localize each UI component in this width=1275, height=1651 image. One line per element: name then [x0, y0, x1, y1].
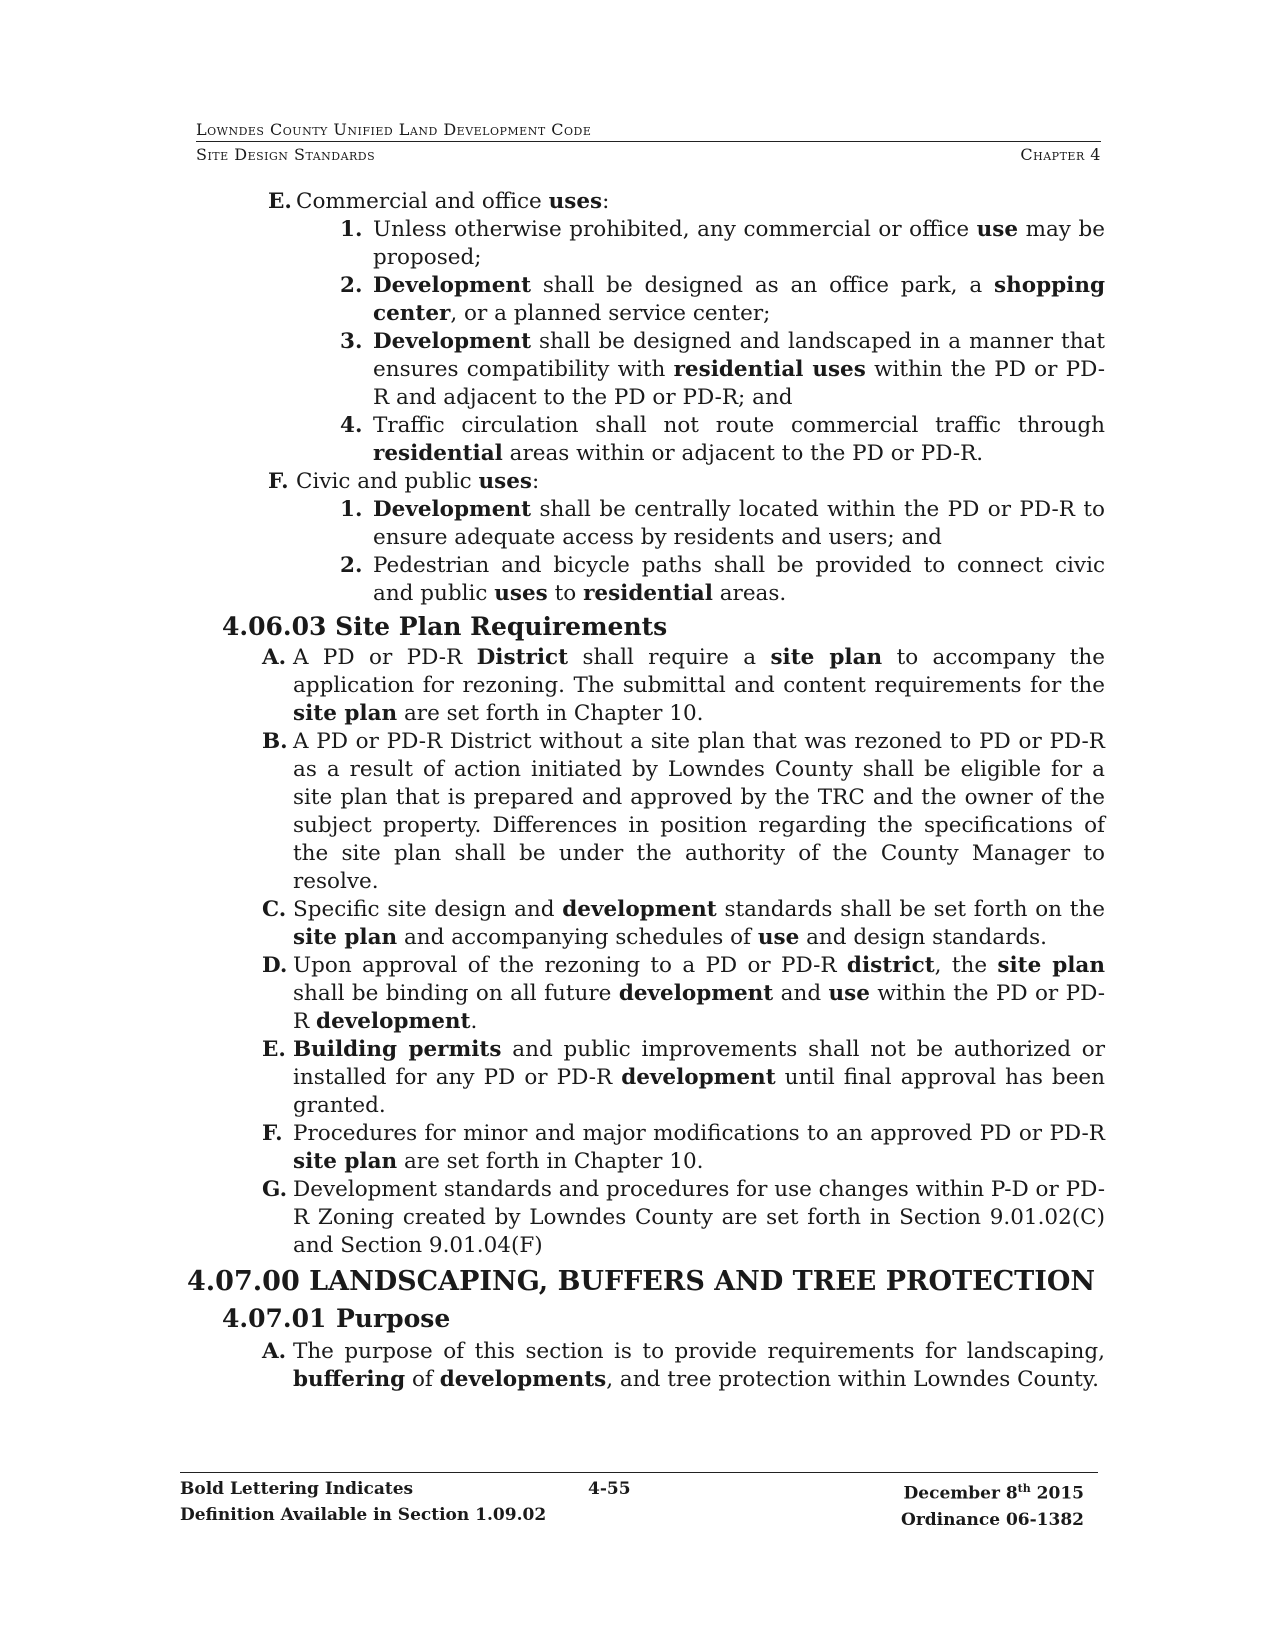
document-body	[187, 188, 1106, 1394]
list-item: 3. Development shall be designed and landscaped in a manner that ensures compatibility with residential uses within the PD or PD-R and adjacent to the PD or PD-R; and	[340, 329, 1106, 410]
page-number: 4-55	[588, 1479, 631, 1499]
header-chapter: Chapter 4	[1020, 145, 1101, 164]
list-item: C. Specific site design and development standards shall be set forth on the site plan and accompanying schedules of use and design standards.	[262, 897, 1105, 950]
list-item: G. Development standards and procedures for use changes within P-D or PD-R Zoning created by Lowndes County are set forth in Section 9.01.02(C) and Section 9.01.04(F)	[262, 1177, 1105, 1258]
item-e-commercial: E. Commercial and office uses:	[268, 189, 610, 214]
list-item: 1. Unless otherwise prohibited, any commercial or office use may be proposed;	[340, 217, 1105, 270]
footer-left: Bold Lettering Indicates Definition Available in Section 1.09.02	[180, 1479, 547, 1525]
header-section: Site Design Standards	[196, 145, 376, 164]
section-heading-4-06-03: 4.06.03 Site Plan Requirements	[222, 612, 668, 641]
section-heading-4-07-01: 4.07.01 Purpose	[222, 1304, 451, 1333]
section-heading-4-07-00: 4.07.00 LANDSCAPING, BUFFERS AND TREE PROTECTION	[187, 1266, 1096, 1297]
list-item: D. Upon approval of the rezoning to a PD or PD-R district, the site plan shall be binding on all future development and use within the PD or PD-R development.	[262, 953, 1105, 1034]
list-item: A. A PD or PD-R District shall require a site plan to accompany the application for rezoning. The submittal and content requirements for the site plan are set forth in Chapter 10.	[262, 645, 1105, 726]
list-item: E. Building permits and public improvements shall not be authorized or installed for any PD or PD-R development until final approval has been granted.	[262, 1037, 1106, 1118]
list-item: A. The purpose of this section is to provide requirements for landscaping, buffering of developments, and tree protection within Lowndes County.	[262, 1339, 1105, 1392]
footer-right	[901, 1476, 1084, 1533]
item-f-civic: F. Civic and public uses:	[268, 469, 540, 494]
footer-date: December 8th 2015	[903, 1482, 1084, 1504]
running-header-title: Lowndes County Unified Land Development Code	[196, 120, 1101, 142]
list-item: 4. Traffic circulation shall not route commercial traffic through residential areas within or adjacent to the PD or PD-R.	[340, 413, 1105, 466]
list-item: F. Procedures for minor and major modifications to an approved PD or PD-R site plan are set forth in Chapter 10.	[262, 1121, 1105, 1174]
item-label: F.	[268, 469, 289, 494]
list-item: 2. Pedestrian and bicycle paths shall be provided to connect civic and public uses to residential areas.	[340, 553, 1105, 606]
list-item: B. A PD or PD-R District without a site plan that was rezoned to PD or PD-R as a result of action initiated by Lowndes County shall be eligible for a site plan that is prepared and approved by the TRC and the owner of the subject property. Differences in position regarding the specifications of the site plan shall be under the authority of the County Manager to resolve.	[262, 729, 1105, 894]
footer-rule	[180, 1472, 1098, 1473]
list-item: 1. Development shall be centrally located within the PD or PD-R to ensure adequate access by residents and users; and	[340, 497, 1105, 550]
list-item: 2. Development shall be designed as an office park, a shopping center, or a planned service center;	[340, 273, 1105, 326]
footer-ordinance: Ordinance 06-1382	[901, 1509, 1084, 1530]
running-header-subtitle	[196, 145, 1101, 164]
item-label: E.	[268, 189, 292, 214]
